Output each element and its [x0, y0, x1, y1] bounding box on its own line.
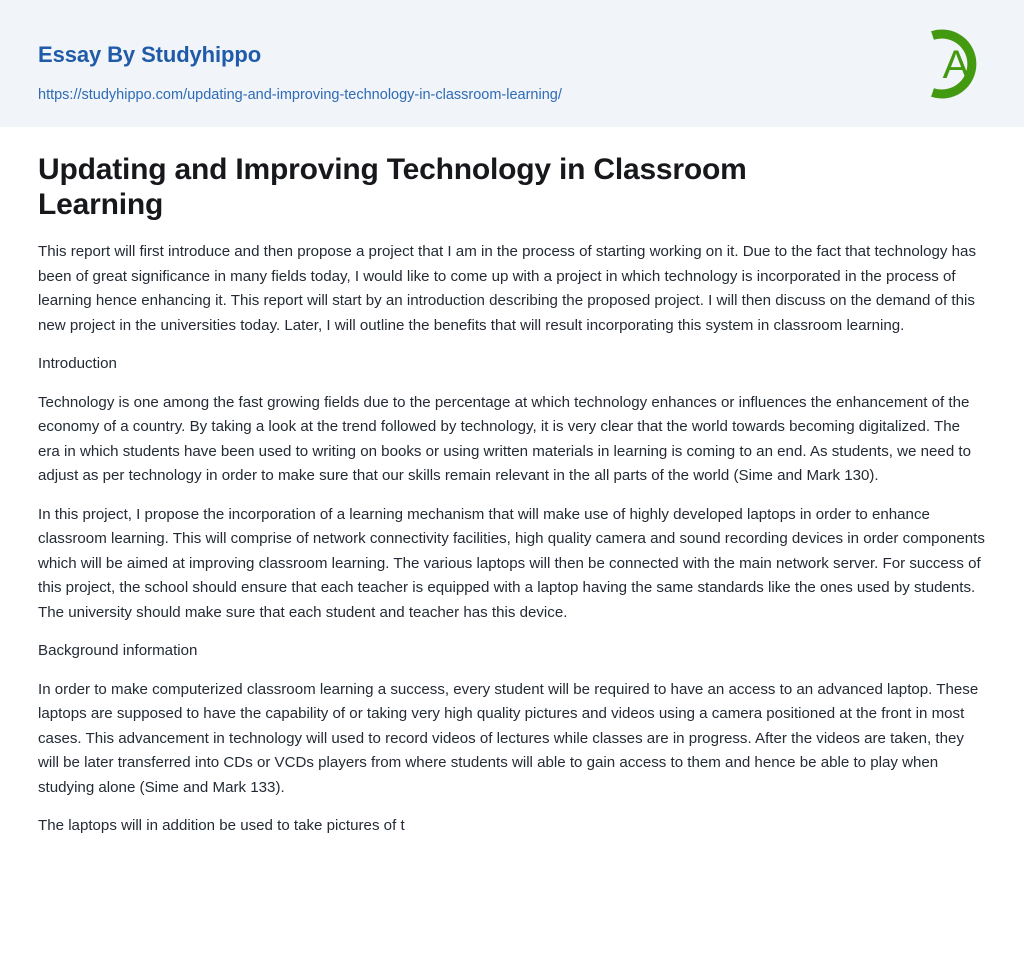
body-paragraph: This report will first introduce and then propose a project that I am in the process of starting working on it. Due to the fact that technology has been of great significance in many fields today, I would like to come up with a project in which technology is incorporated in the process of learning hence enhancing it. This report will start by an introduction describing the proposed project. I will then discuss on the demand of this new project in the universities today. Later, I will outline the benefits that will result incorporating this system in classroom learning.	[38, 243, 976, 334]
site-brand-title: Essay By Studyhippo	[38, 42, 262, 67]
section-subheading: Introduction	[38, 355, 117, 372]
article-body	[38, 222, 986, 839]
site-header	[0, 0, 1024, 127]
body-paragraph: In order to make computerized classroom learning a success, every student will be required to have an access to an advanced laptop. These laptops are supposed to have the capability of or taking very high quality pictures and videos using a camera positioned at the front in most cases. This advancement in technology will used to record videos of lectures while classes are in progress. After the videos are taken, they will be later transferred into CDs or VCDs players from where students will able to gain access to them and hence be able to play when studying alone (Sime and Mark 133).	[38, 680, 979, 796]
article-container	[0, 127, 1024, 839]
header-inner	[38, 0, 986, 127]
page-title: Updating and Improving Technology in Classroom Learning	[38, 153, 747, 221]
body-paragraph: In this project, I propose the incorporation of a learning mechanism that will make use of highly developed laptops in order to enhance classroom learning. This will comprise of network connectivity facilities, high quality camera and sound recording devices in order components which will be aimed at improving classroom learning. The various laptops will then be connected with the main network server. For success of this project, the school should ensure that each teacher is equipped with a laptop having the same standards like the ones used by students. The university should make sure that each student and teacher has this device.	[38, 505, 985, 621]
article-source-url[interactable]: https://studyhippo.com/updating-and-improving-technology-in-classroom-learning/	[38, 87, 562, 103]
svg-text:A: A	[942, 43, 970, 87]
studyhippo-logo-icon	[912, 20, 1000, 108]
section-subheading: Background information	[38, 642, 198, 659]
body-paragraph: Technology is one among the fast growing fields due to the percentage at which technology enhances or influences the enhancement of the economy of a country. By taking a look at the trend followed by technology, it is very clear that the world towards becoming digitalized. The era in which students have been used to writing on books or using written materials in learning is coming to an end. As students, we need to adjust as per technology in order to make sure that our skills remain relevant in the all parts of the world (Sime and Mark 130).	[38, 393, 971, 484]
body-paragraph: The laptops will in addition be used to take pictures of t	[38, 817, 405, 834]
